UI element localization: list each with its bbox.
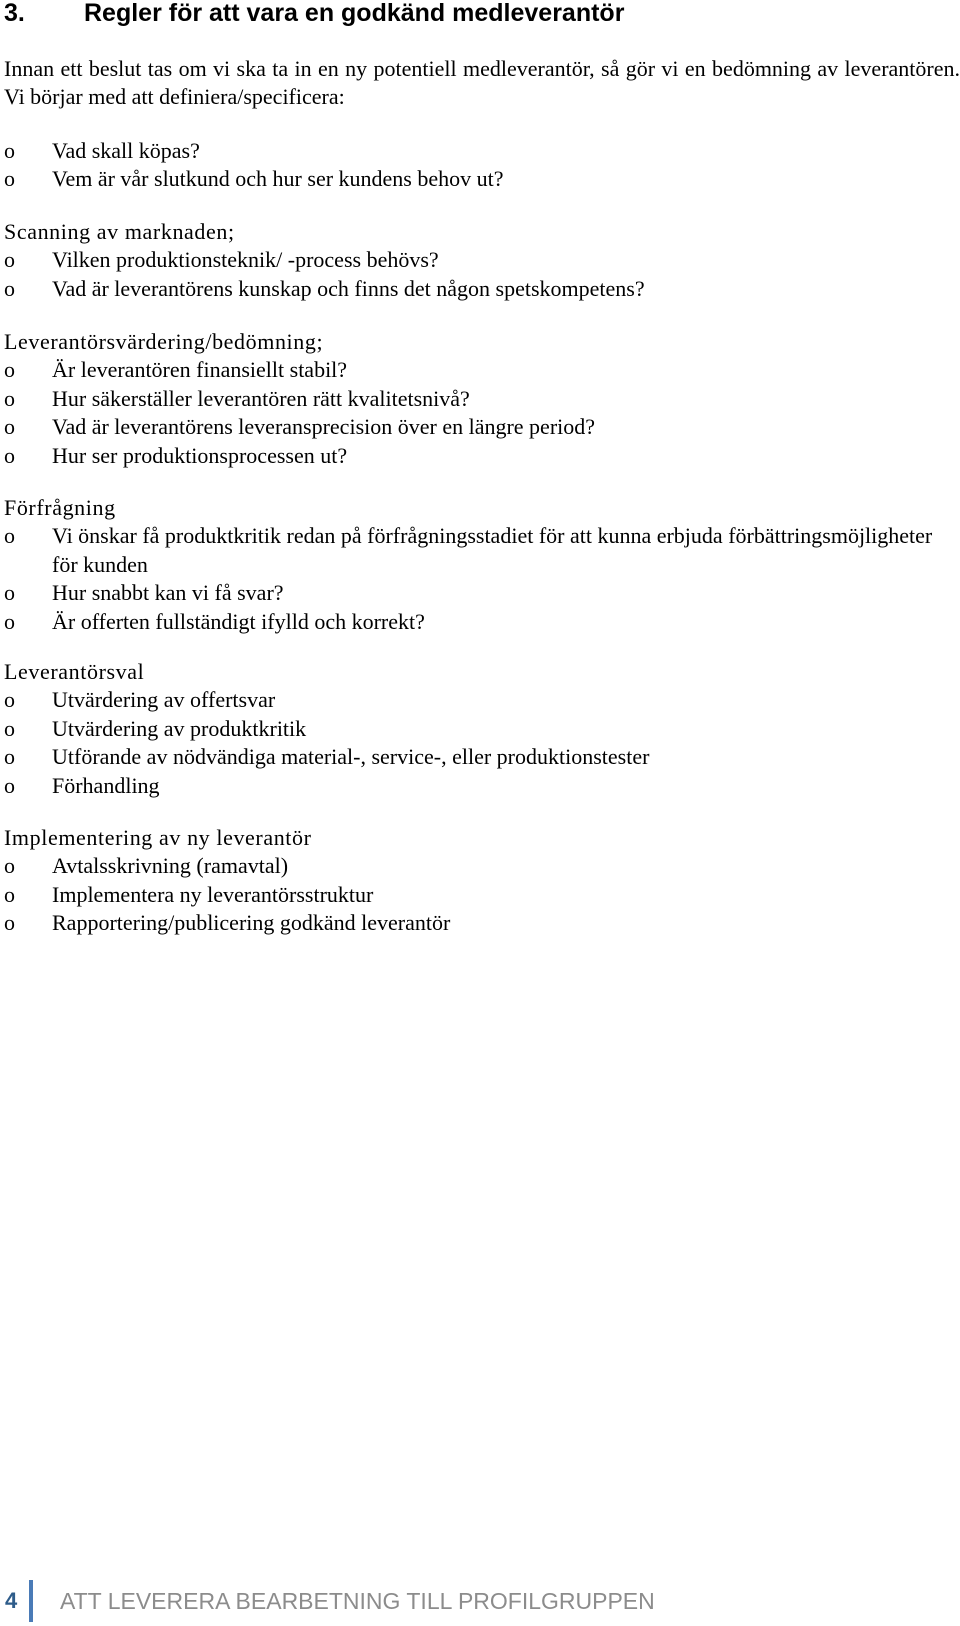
intro-paragraph: Innan ett beslut tas om vi ska ta in en ny potentiell medleverantör, så gör vi en bedömning av leverantören. Vi börjar med att definiera/specificera:	[4, 56, 960, 109]
list-item	[4, 772, 954, 800]
section-heading	[4, 0, 624, 26]
list-item-text: Implementera ny leverantörsstruktur	[52, 881, 374, 907]
bullet-icon: o	[4, 608, 15, 634]
page-number: 4	[5, 1588, 18, 1613]
list-block-market-scanning	[4, 218, 954, 303]
page-footer	[0, 1580, 960, 1624]
list-label: Förfrågning	[4, 495, 116, 520]
bullet-icon: o	[4, 357, 15, 383]
list-item	[4, 165, 954, 193]
list-block-implementation	[4, 824, 954, 938]
list-item	[4, 246, 954, 274]
list-item	[4, 579, 954, 607]
bullet-icon: o	[4, 414, 15, 440]
list-item-text: Vad skall köpas?	[52, 138, 200, 163]
section-title: Regler för att vara en godkänd medleverantör	[84, 0, 625, 27]
bullet-icon: o	[4, 910, 15, 936]
list-item-text: Vi önskar få produktkritik redan på förfrågningsstadiet för att kunna erbjuda förbättringsmöjligheter för kunden	[52, 523, 933, 577]
list-item-text: Utvärdering av produktkritik	[52, 715, 307, 741]
list-label: Implementering av ny leverantör	[4, 825, 312, 850]
list-item-text: Vad är leverantörens leveransprecision över en längre period?	[52, 414, 596, 440]
bullet-icon: o	[4, 385, 15, 411]
list-item	[4, 275, 954, 303]
bullet-icon: o	[4, 687, 15, 713]
bullet-icon: o	[4, 138, 15, 163]
list-item	[4, 909, 954, 937]
list-item-text: Är leverantören finansiellt stabil?	[52, 357, 348, 383]
list-item-text: Hur säkerställer leverantören rätt kvalitetsnivå?	[52, 385, 470, 411]
list-item-text: Hur snabbt kan vi få svar?	[52, 580, 284, 606]
footer-title: ATT LEVERERA BEARBETNING TILL PROFILGRUPPEN	[60, 1588, 655, 1614]
section-number: 3.	[4, 0, 25, 27]
list-item	[4, 686, 954, 714]
list-item-text: Utförande av nödvändiga material-, service-, eller produktionstester	[52, 744, 650, 770]
list-item	[4, 715, 954, 743]
bullet-icon: o	[4, 715, 15, 741]
list-item	[4, 522, 954, 579]
bullet-icon: o	[4, 772, 15, 798]
list-label: Leverantörsvärdering/bedömning;	[4, 329, 324, 354]
bullet-icon: o	[4, 881, 15, 907]
list-item-text: Utvärdering av offertsvar	[52, 687, 276, 713]
bullet-icon: o	[4, 247, 15, 273]
list-item-text: Rapportering/publicering godkänd leverantör	[52, 910, 451, 936]
list-item	[4, 442, 954, 470]
list-block-supplier-selection	[4, 658, 954, 800]
list-label: Scanning av marknaden;	[4, 219, 235, 244]
list-item	[4, 413, 954, 441]
bullet-icon: o	[4, 442, 15, 468]
list-item-text: Avtalsskrivning (ramavtal)	[52, 853, 289, 879]
list-item	[4, 385, 954, 413]
list-block-supplier-evaluation	[4, 328, 954, 470]
list-item-text: Vilken produktionsteknik/ -process behövs?	[52, 247, 439, 273]
bullet-icon: o	[4, 275, 15, 301]
bullet-icon: o	[4, 580, 15, 606]
list-item-text: Är offerten fullständigt ifylld och korrekt?	[52, 608, 425, 634]
bullet-icon: o	[4, 523, 15, 549]
list-item	[4, 852, 954, 880]
list-label: Leverantörsval	[4, 659, 145, 684]
bullet-icon: o	[4, 166, 15, 192]
bullet-icon: o	[4, 744, 15, 770]
footer-divider	[29, 1580, 33, 1622]
list-item	[4, 743, 954, 771]
list-item-text: Vad är leverantörens kunskap och finns det någon spetskompetens?	[52, 275, 645, 301]
list-item	[4, 137, 954, 165]
list-block-specification	[4, 137, 954, 194]
list-block-inquiry	[4, 494, 954, 636]
list-item-text: Vem är vår slutkund och hur ser kundens behov ut?	[52, 166, 504, 192]
bullet-icon: o	[4, 853, 15, 879]
list-item	[4, 608, 954, 636]
list-item	[4, 356, 954, 384]
list-item	[4, 881, 954, 909]
list-item-text: Förhandling	[52, 772, 160, 798]
list-item-text: Hur ser produktionsprocessen ut?	[52, 442, 348, 468]
